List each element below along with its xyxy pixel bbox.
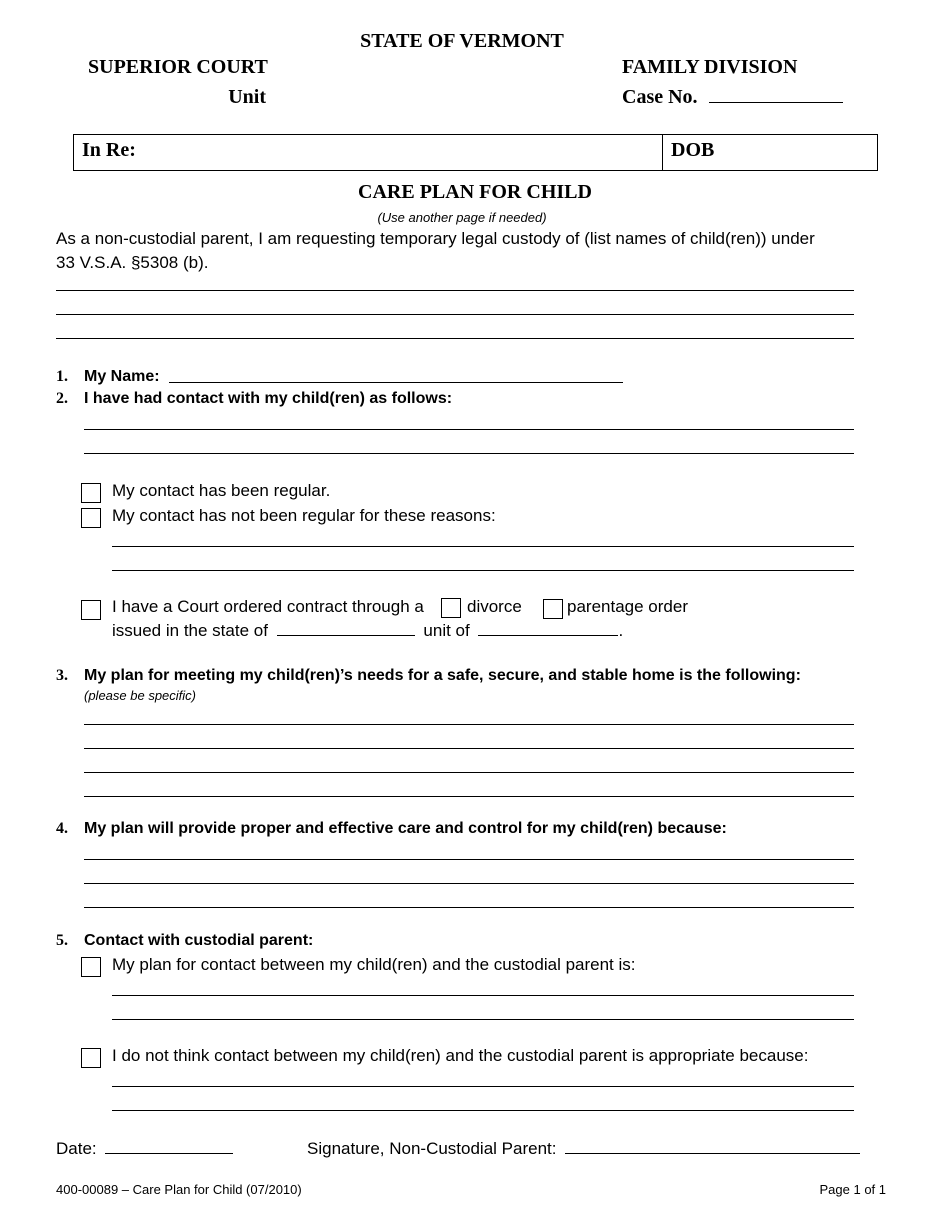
parentage-order-label: parentage order <box>567 597 688 616</box>
form-id: 400-00089 – Care Plan for Child (07/2010) <box>56 1182 302 1197</box>
care-plan-line-3[interactable] <box>84 907 854 908</box>
divorce-checkbox[interactable] <box>441 598 461 618</box>
my-name-field[interactable] <box>169 382 623 383</box>
contact-regular-label: My contact has been regular. <box>112 481 331 500</box>
section-5-number: 5. <box>56 932 68 949</box>
form-title: CARE PLAN FOR CHILD <box>358 181 592 203</box>
care-plan-line-1[interactable] <box>84 859 854 860</box>
court-order-checkbox[interactable] <box>81 600 101 620</box>
issued-state-label: issued in the state of <box>112 621 268 640</box>
contact-plan-line-2[interactable] <box>112 1019 854 1020</box>
issued-state-field[interactable] <box>277 620 415 636</box>
divorce-label: divorce <box>467 597 522 616</box>
state-title: STATE OF VERMONT <box>360 30 564 52</box>
signature-field[interactable] <box>565 1138 860 1154</box>
signature-label: Signature, Non-Custodial Parent: <box>307 1139 557 1158</box>
home-plan-label: My plan for meeting my child(ren)’s needs for a safe, secure, and stable home is the following: <box>84 667 801 684</box>
contact-not-appropriate-checkbox[interactable] <box>81 1048 101 1068</box>
home-plan-line-4[interactable] <box>84 796 854 797</box>
case-number-row <box>622 85 843 109</box>
issued-period: . <box>618 621 624 640</box>
in-re-label: In Re: <box>82 139 136 161</box>
unit-of-field[interactable] <box>478 620 618 636</box>
unit-label-clip <box>120 85 270 111</box>
case-number-field[interactable] <box>709 87 843 103</box>
issued-row <box>112 620 623 641</box>
not-appropriate-line-1[interactable] <box>112 1086 854 1087</box>
court-name: SUPERIOR COURT <box>88 56 268 78</box>
intro-line-2: 33 V.S.A. §5308 (b). <box>56 253 209 272</box>
parentage-order-checkbox[interactable] <box>543 599 563 619</box>
unit-of-label: unit of <box>423 621 470 640</box>
my-name-label: My Name: <box>84 368 160 385</box>
not-regular-reasons-line-1[interactable] <box>112 546 854 547</box>
not-appropriate-line-2[interactable] <box>112 1110 854 1111</box>
contact-not-regular-label: My contact has not been regular for these reasons: <box>112 506 496 525</box>
children-names-line-3[interactable] <box>56 338 854 339</box>
case-number-label: Case No. <box>622 86 698 108</box>
section-2-number: 2. <box>56 390 68 407</box>
contact-history-line-1[interactable] <box>84 429 854 430</box>
contact-regular-checkbox[interactable] <box>81 483 101 503</box>
contact-history-label: I have had contact with my child(ren) as follows: <box>84 390 453 407</box>
home-plan-line-2[interactable] <box>84 748 854 749</box>
dob-label: DOB <box>671 139 715 161</box>
date-row <box>56 1138 233 1159</box>
page-number: Page 1 of 1 <box>819 1182 886 1197</box>
section-4-number: 4. <box>56 820 68 837</box>
contact-not-regular-checkbox[interactable] <box>81 508 101 528</box>
date-field[interactable] <box>105 1138 233 1154</box>
section-1-number: 1. <box>56 368 68 385</box>
care-plan-label: My plan will provide proper and effective care and control for my child(ren) because: <box>84 820 727 837</box>
contact-plan-checkbox[interactable] <box>81 957 101 977</box>
children-names-line-2[interactable] <box>56 314 854 315</box>
custodial-contact-label: Contact with custodial parent: <box>84 932 314 949</box>
not-regular-reasons-line-2[interactable] <box>112 570 854 571</box>
home-plan-line-3[interactable] <box>84 772 854 773</box>
children-names-line-1[interactable] <box>56 290 854 291</box>
court-order-label: I have a Court ordered contract through a <box>112 597 424 616</box>
date-label: Date: <box>56 1139 97 1158</box>
contact-plan-line-1[interactable] <box>112 995 854 996</box>
contact-plan-label: My plan for contact between my child(ren) and the custodial parent is: <box>112 955 636 974</box>
unit-label: Unit <box>228 86 266 108</box>
home-plan-sublabel: (please be specific) <box>84 688 196 703</box>
form-note: (Use another page if needed) <box>377 210 547 225</box>
care-plan-line-2[interactable] <box>84 883 854 884</box>
section-3-number: 3. <box>56 667 68 684</box>
table-divider <box>662 135 663 170</box>
home-plan-line-1[interactable] <box>84 724 854 725</box>
division-name: FAMILY DIVISION <box>622 56 798 78</box>
contact-not-appropriate-label: I do not think contact between my child(ren) and the custodial parent is appropriate because: <box>112 1046 809 1065</box>
intro-line-1: As a non-custodial parent, I am requesting temporary legal custody of (list names of child(ren)) under <box>56 229 815 248</box>
contact-history-line-2[interactable] <box>84 453 854 454</box>
signature-row <box>307 1138 860 1159</box>
case-info-table <box>73 134 878 171</box>
